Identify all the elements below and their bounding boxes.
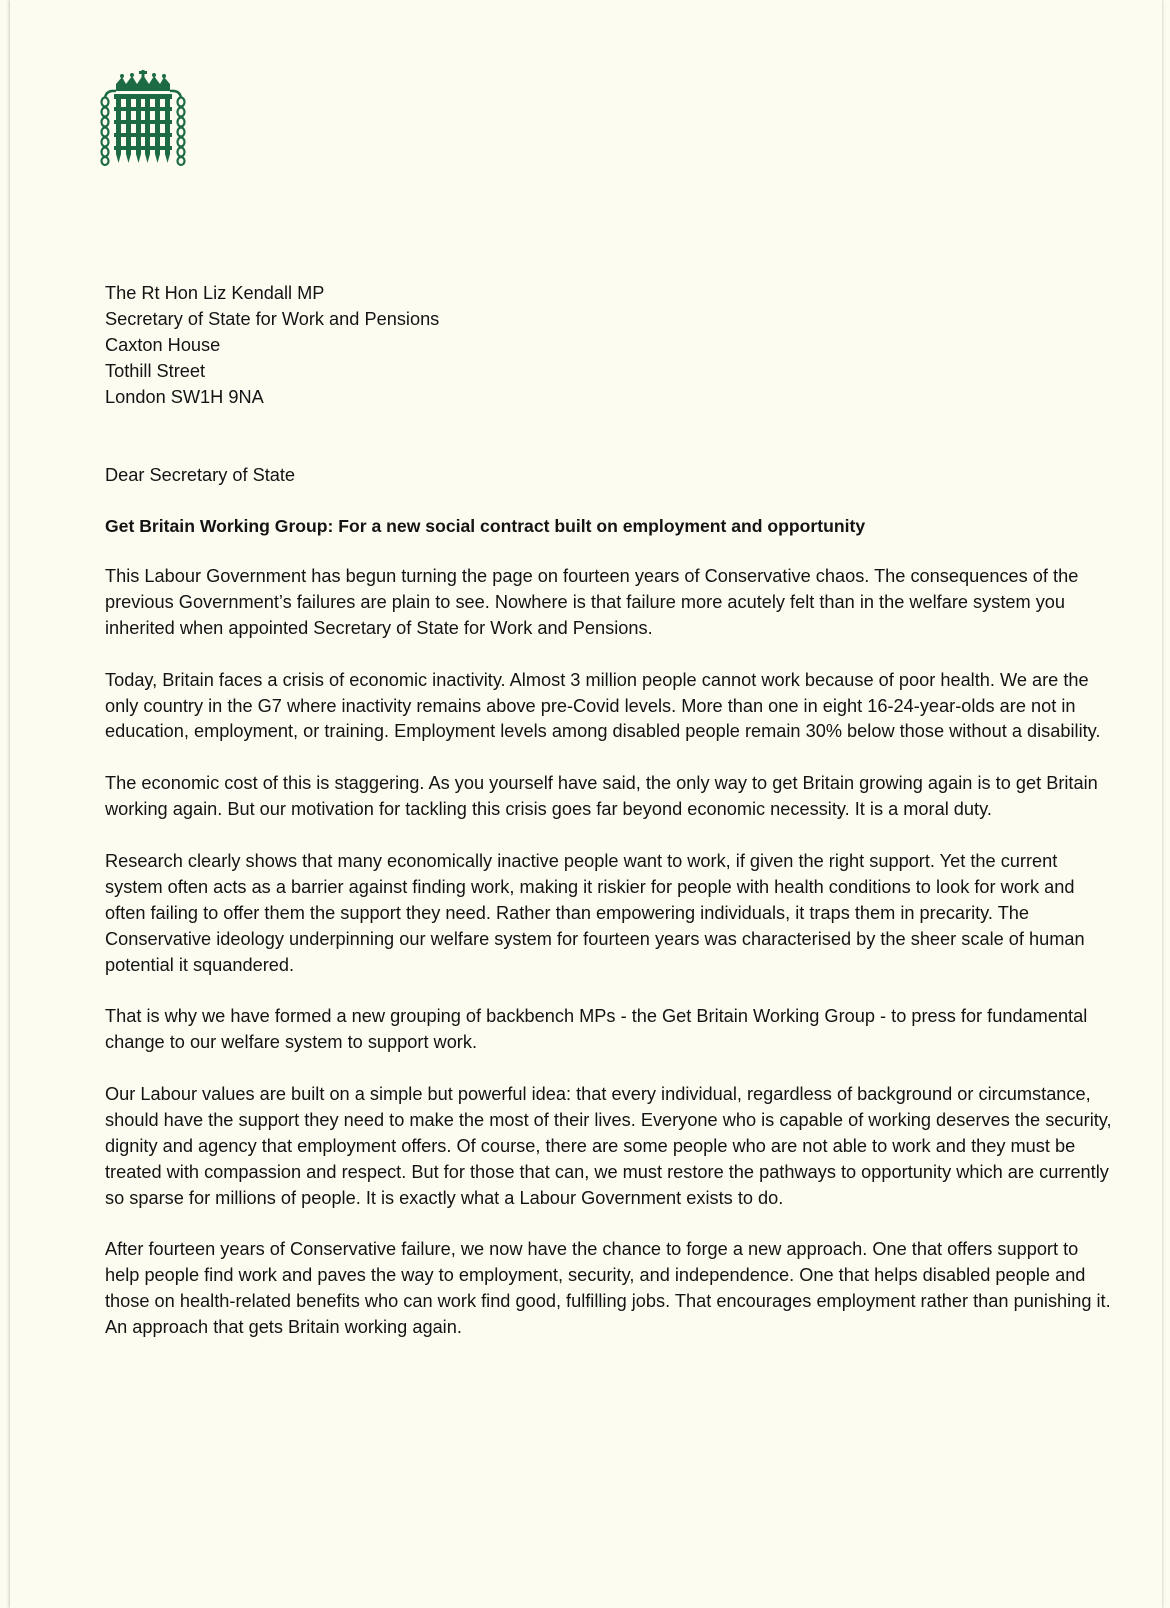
body-paragraph: The economic cost of this is staggering. As you yourself have said, the only way to get Britain growing again is to get Britain working again. But our motivation for tackling this crisis goes far beyond economic necessity. It is a moral duty. xyxy=(105,773,1098,820)
letter-body xyxy=(105,564,1115,1367)
recipient-title: Secretary of State for Work and Pensions xyxy=(105,309,440,329)
portcullis-icon xyxy=(96,70,190,168)
recipient-city-postcode: London SW1H 9NA xyxy=(105,387,264,407)
body-paragraph: Research clearly shows that many economically inactive people want to work, if given the right support. Yet the current system often acts as a barrier against finding work, making it riskier for people with health conditions to look for work and often failing to offer them the support they need. Rather than empowering individuals, it traps them in precarity. The Conservative ideology underpinning our welfare system for fourteen years was characterised by the sheer scale of human potential it squandered. xyxy=(105,850,1085,975)
body-paragraph: Today, Britain faces a crisis of economic inactivity. Almost 3 million people cannot work because of poor health. We are the only country in the G7 where inactivity remains above pre-Covid levels. More than one in eight 16-24-year-olds are not in education, employment, or training. Employment levels among disabled people remain 30% below those without a disability. xyxy=(105,669,1101,742)
body-paragraph: After fourteen years of Conservative failure, we now have the chance to forge a new approach. One that offers support to help people find work and paves the way to employment, security, and independence. One that helps disabled people and those on health-related benefits who can work find good, fulfilling jobs. That encourages employment rather than punishing it. An approach that gets Britain working again. xyxy=(105,1239,1111,1338)
recipient-building: Caxton House xyxy=(105,335,221,355)
salutation: Dear Secretary of State xyxy=(105,465,296,485)
body-paragraph: That is why we have formed a new grouping of backbench MPs - the Get Britain Working Group - to press for fundamental change to our welfare system to support work. xyxy=(105,1006,1088,1053)
body-paragraph: Our Labour values are built on a simple but powerful idea: that every individual, regardless of background or circumstance, should have the support they need to make the most of their lives. Everyone who is capable of working deserves the security, dignity and agency that employment offers. Of course, there are some people who are not able to work and they must be treated with compassion and respect. But for those that can, we must restore the pathways to opportunity which are currently so sparse for millions of people. It is exactly what a Labour Government exists to do. xyxy=(105,1084,1112,1208)
recipient-name: The Rt Hon Liz Kendall MP xyxy=(105,283,325,303)
body-paragraph: This Labour Government has begun turning the page on fourteen years of Conservative chaos. The consequences of the previous Government’s failures are plain to see. Nowhere is that failure more acutely felt than in the welfare system you inherited when appointed Secretary of State for Work and Pensions. xyxy=(105,566,1079,638)
subject-heading: Get Britain Working Group: For a new social contract built on employment and opportunity xyxy=(105,516,866,536)
recipient-street: Tothill Street xyxy=(105,361,206,381)
letter-page xyxy=(10,0,1162,1608)
recipient-address xyxy=(105,280,439,410)
